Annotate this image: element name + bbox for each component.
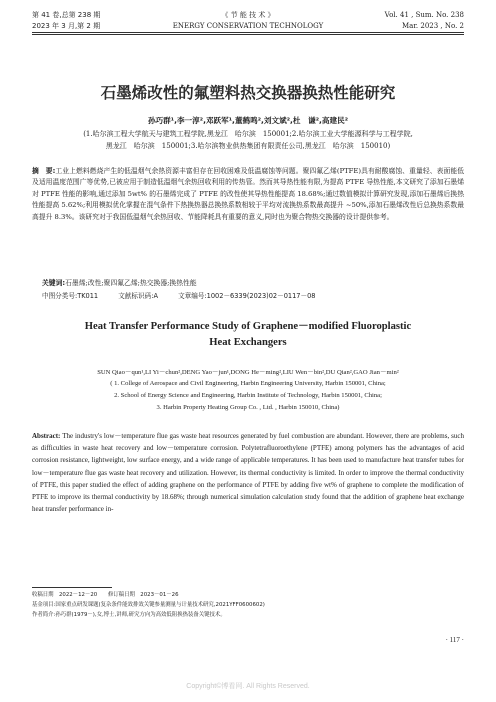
journal-name-cn: 《 节 能 技 术 》 [221, 11, 275, 19]
footnote-rule [32, 587, 112, 588]
authors-cn: 孙巧群¹,李一淳²,邓跃军¹,董鹤鸣²,刘文斌²,杜 谦²,高建民² [147, 116, 349, 125]
affiliation-cn [50, 128, 446, 152]
footnote-received: 收稿日期 2022－12－20 修订稿日期 2023－01－26 [32, 592, 179, 598]
affiliation-en-line: 3. Harbin Property Heating Group Co. , Ltd. , Harbin 150010, China) [156, 404, 340, 411]
affiliation-en-line: ( 1. College of Aerospace and Civil Engineering, Harbin Engineering University, Harbin 150001, China; [110, 380, 386, 387]
header-rule-thin [32, 34, 464, 35]
paper-title-en-line: Heat Transfer Performance Study of Graphene－modified Fluoroplastic [84, 321, 412, 332]
footnotes [32, 590, 464, 620]
footnote-author-bio: 作者简介:孙巧群(1979－),女,博士,讲师,研究方向为高效低阻换热装备关键技术。 [32, 612, 226, 618]
article-number: 文章编号:1002－6339(2023)02－0117－08 [178, 292, 316, 300]
affiliation-cn-line: 黑龙江 哈尔滨 150001;3.哈尔滨物业供热集团有限责任公司,黑龙江 哈尔滨 150010) [105, 142, 391, 150]
paper-title-en [20, 319, 476, 351]
abstract-en-text: The industry's low－temperature flue gas waste heat resources generated by fuel combustion are abundant. However, there are problems, such as difficulties in waste heat recovery and low－temperature corrosion. Polytetrafluoroethylene (PTFE) among polymers has the advantages of acid corrosion resistance, lightweight, low surface energy, and a wide range of applicable temperatures. It has been used to manufacture heat transfer tubes for low－temperature flue gas waste heat recovery and utilization. However, its thermal conductivity is limited. In order to improve the thermal conductivity of PTFE, this paper studied the effect of adding graphene on the performance of PTFE by adding five wt% of graphene to complete the modification of PTFE to improve its thermal conductivity by 18.68%; through numerical simulation calculation study found that the addition of graphene heat exchange heat transfer performance in- [32, 432, 464, 514]
clc-number: 中图分类号:TK011 [42, 292, 99, 300]
paper-title-cn: 石墨烯改性的氟塑料热交换器换热性能研究 [100, 84, 396, 102]
issue-date-line: 2023 年 3 月,第 2 期 [32, 22, 101, 30]
affiliation-en-line: 2. School of Energy Science and Engineering, Harbin Institute of Technology, Harbin 150001, China; [114, 392, 382, 399]
keywords-cn-label: 关键词: [42, 279, 66, 287]
footnote-funding: 基金项目:国家重点研发课题(复杂条件能效排效关键参量测量与计量技术研究,2021YFF0600602) [32, 602, 265, 608]
affiliation-en [40, 378, 456, 414]
paper-title-en-line: Heat Exchangers [209, 337, 287, 348]
running-header [32, 6, 464, 50]
issue-date-line-en: Mar. 2023 , No. 2 [402, 22, 464, 30]
document-code: 文献标识码:A [118, 292, 158, 300]
abstract-en [32, 430, 464, 515]
abstract-cn-text: 工业上燃料燃烧产生的低温烟气余热资源丰富但存在回收困难及低温腐蚀等问题。聚四氟乙烯(PTFE)具有耐酸腐蚀、重量轻、表面能低及适用温度范围广等优势,已被应用于制造低温烟气余热回收利用的传热管。然而其导热性能有限,为提高 PTFE 导热性能,本文研究了添加石墨烯对 PTFE 性能的影响,通过添加 5wt% 的石墨烯完成了 PTFE 的改性使其导热性能提高 18.68%;通过数值模拟计算研究发现,添加石墨烯后换热性能提高 5.62%;利用模拟优化掌握在混气条件下热换热器总换热系数相较于平均对流换热系数最高提升 ~50%,添加石墨烯改性后总换热系数最高提升 8.3%。该研究对于我国低温烟气余热回收、节能降耗具有重要的意义,同时也为聚合物热交换器的设计提供参考。 [32, 167, 465, 221]
journal-name-en: ENERGY CONSERVATION TECHNOLOGY [172, 22, 324, 30]
abstract-cn [32, 166, 464, 223]
page-number: · 117 · [445, 636, 464, 644]
keywords-cn-text: 石墨烯;改性;聚四氟乙烯;热交换器;换热性能 [65, 279, 197, 287]
volume-line: 第 41 卷,总第 238 期 [32, 11, 101, 19]
keywords-cn [42, 277, 464, 287]
abstract-cn-label: 摘 要: [32, 167, 56, 175]
authors-en: SUN Qiao－qun¹,LI Yi－chun²,DENG Yao－jun¹,DONG He－ming²,LIU Wen－bin²,DU Qian²,GAO Jian－min² [97, 369, 399, 376]
journal-volume-info-en [385, 10, 464, 32]
affiliation-cn-line: (1.哈尔滨工程大学航天与建筑工程学院,黑龙江 哈尔滨 150001;2.哈尔滨工业大学能源科学与工程学院, [83, 130, 413, 138]
copyright-watermark: Copyright©博看网. All Rights Reserved. [186, 683, 310, 690]
header-rule [32, 32, 464, 33]
abstract-en-label: Abstract: [32, 432, 61, 440]
volume-line-en: Vol. 41 , Sum. No. 238 [384, 11, 464, 19]
classification-line [42, 290, 464, 300]
